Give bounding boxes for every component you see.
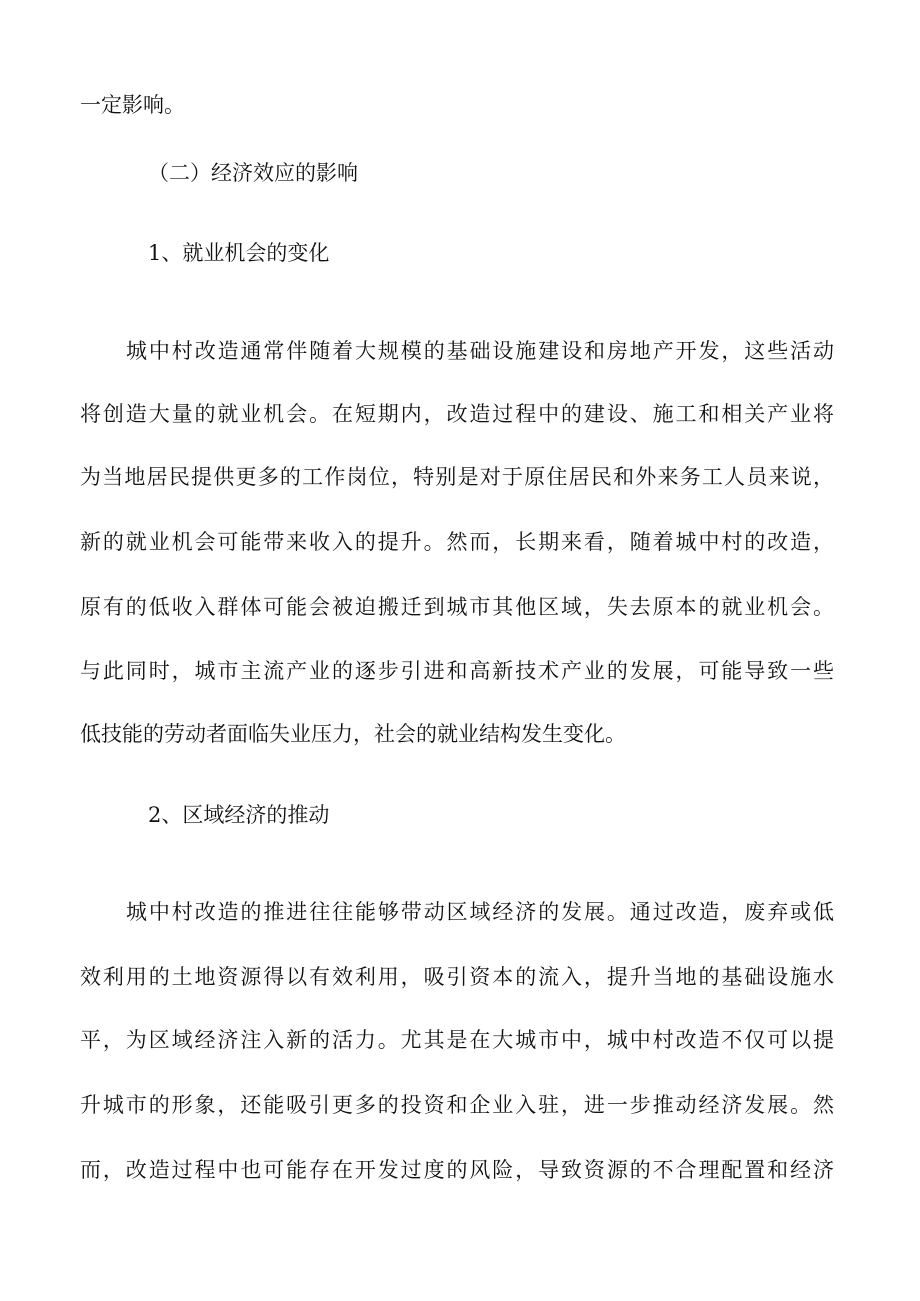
paragraph-line: 与此同时，城市主流产业的逐步引进和高新技术产业的发展，可能导致一些 [80, 659, 834, 683]
section-heading: （二）经济效应的影响 [148, 161, 358, 185]
paragraph-line: 新的就业机会可能带来收入的提升。然而，长期来看，随着城中村的改造， [80, 530, 834, 554]
paragraph-line: 将创造大量的就业机会。在短期内，改造过程中的建设、施工和相关产业将 [80, 402, 834, 426]
paragraph-line: 为当地居民提供更多的工作岗位，特别是对于原住居民和外来务工人员来说， [80, 465, 834, 489]
subheading-employment: 1、就业机会的变化 [148, 241, 330, 265]
paragraph-line: 效利用的土地资源得以有效利用，吸引资本的流入，提升当地的基础设施水 [80, 965, 834, 989]
continuation-text: 一定影响。 [80, 93, 185, 117]
paragraph-line: 低技能的劳动者面临失业压力，社会的就业结构发生变化。 [80, 722, 626, 746]
paragraph-line: 城中村改造通常伴随着大规模的基础设施建设和房地产开发，这些活动 [126, 339, 834, 363]
paragraph-line: 城中村改造的推进往往能够带动区域经济的发展。通过改造，废弃或低 [126, 900, 834, 924]
paragraph-line: 原有的低收入群体可能会被迫搬迁到城市其他区域，失去原本的就业机会。 [80, 595, 834, 619]
paragraph-line: 平，为区域经济注入新的活力。尤其是在大城市中，城中村改造不仅可以提 [80, 1028, 834, 1052]
paragraph-line: 而，改造过程中也可能存在开发过度的风险，导致资源的不合理配置和经济 [80, 1158, 834, 1182]
subheading-regional-economy: 2、区域经济的推动 [148, 803, 330, 827]
paragraph-line: 升城市的形象，还能吸引更多的投资和企业入驻，进一步推动经济发展。然 [80, 1093, 834, 1117]
